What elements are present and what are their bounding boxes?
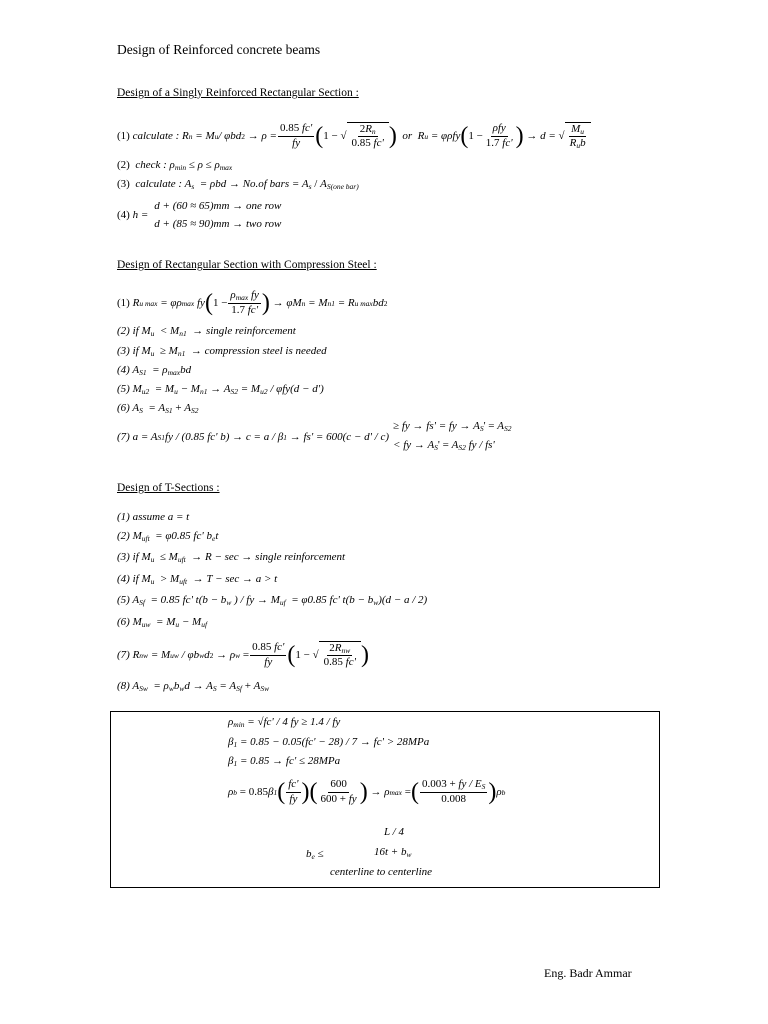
eq-text: (5) M <box>117 383 142 395</box>
author-footer: Eng. Badr Ammar <box>544 966 632 980</box>
eq-text: → single reinforcement <box>192 325 296 337</box>
eq-or: or <box>402 130 413 142</box>
eq-text: < M <box>159 325 180 337</box>
eq-text: check : ρ <box>135 159 175 171</box>
equation-compression-5: (5) $M_{u2} = M_u - M_{n1} \to A_{S2} = M_{u2} / \varphi fy(d - d')$ <box>117 383 324 396</box>
eq-text: (3) if M <box>117 345 151 357</box>
section-heading-singly: Design of a Singly Reinforced Rectangular Section : <box>117 87 359 99</box>
eq-text: bd <box>180 364 192 376</box>
eq-text: ) / fy → M <box>234 594 280 606</box>
box-beta1-b: $\beta_1 = 0.85 \to fc' \le 28MPa$ <box>228 755 341 768</box>
box-be-option-1 <box>384 826 404 838</box>
eq-branch: < fy → A <box>393 439 435 451</box>
equation-compression-4: (4) $A_{S1} = \rho_{max}bd$ <box>117 364 192 377</box>
eq-text: = ρ <box>152 364 168 376</box>
equation-tsection-8: (8) $A_{Sw} = \rho_wb_wd \to A_S = A_{Sf} + A_{Sw}$ <box>117 680 270 693</box>
eq-text: β <box>228 755 234 767</box>
equation-tsection-3: (3) if $M_u \le M_{uft} \to R - \sec$ → single reinforcement <box>117 551 346 564</box>
eq-text: → T − sec → a > t <box>192 573 278 585</box>
eq-text: ≥ M <box>159 345 178 357</box>
eq-text: h = <box>132 209 149 221</box>
eq-text: (3) if M <box>117 551 151 563</box>
eq-text: = 0.85 → fc' ≤ 28MPa <box>239 755 341 767</box>
page-title: Design of Reinforced concrete beams <box>117 42 321 57</box>
eq-text: b <box>306 848 312 860</box>
eq-text: = M <box>195 130 215 142</box>
equation-singly-3: (3) calculate : $A_s = \rho bd \to No.of$ bars = $A_s / A_{S(one bar)}$ <box>117 178 359 191</box>
eq-text: β <box>228 736 234 748</box>
eq-text: centerline to centerline <box>330 866 433 878</box>
eq-text: calculate : A <box>135 178 192 190</box>
eq-text: L / 4 <box>384 826 404 838</box>
box-beta1-a: $\beta_1 = 0.85 - 0.05(fc' - 28) / 7 \to fc' > 28MPa$ <box>228 736 430 749</box>
eq-text: ρ <box>228 786 234 798</box>
eq-text: → compression steel is needed <box>190 345 327 357</box>
eq-label: (1) <box>117 130 130 142</box>
eq-option: d + (85 ≈ 90)mm → two row <box>154 218 282 230</box>
equation-tsection-4: (4) if $M_u > M_{uft} \to T - \sec \to a > t$ <box>117 573 278 586</box>
eq-text: = ρbd → No.of bars = A <box>199 178 309 190</box>
eq-label: (1) <box>117 297 130 309</box>
eq-text: ≤ M <box>159 551 178 563</box>
eq-text: (6) M <box>117 616 142 628</box>
equation-compression-7: (7) a = A S1 fy / (0.85 fc' b) → c = a / β 1 → fs' = 600(c − d' / c) ≥ fy → fs' = fy → $A_S' = A_{S2}$ < fy → $A_S' = A_{S2}$ fy / fs' <box>117 420 512 452</box>
equation-tsection-5: (5) $A_{Sf} = 0.85$ fc' $t(b - b_w$ ) / fy → $M_{uf} = \varphi 0.85$ fc' $t(b - b_w)(d - a / 2)$ <box>117 594 428 607</box>
eq-branch: ≥ fy → fs' = fy → A <box>393 420 480 432</box>
eq-text: (7) a = A <box>117 431 158 443</box>
eq-text: > M <box>159 573 180 585</box>
box-be-label: $b_e$ ≤ <box>306 848 324 861</box>
equation-tsection-6: (6) $M_{uw} = M_u - M_{uf}$ <box>117 616 208 629</box>
equation-tsection-7: (7) R nw = M uw / φb w d 2 → ρ w = $\frac{0.85 fc'}{fy}$ ( 1 − √ $\frac{2R_{nw}}{0.85 fc'}$ ) <box>117 641 369 668</box>
eq-text: = 0.85 fc' t(b − b <box>150 594 227 606</box>
equation-tsection-2: (2) $M_{uft} = \varphi 0.85$ fc' $b_et$ <box>117 530 219 543</box>
eq-text: (1) assume a = t <box>117 511 190 523</box>
eq-text: = M <box>154 383 175 395</box>
eq-text: = φ0.85 fc' b <box>155 530 212 542</box>
eq-text: (4) if M <box>117 573 151 585</box>
equation-compression-3: (3) if $M_u \ge M_{n1}$ → compression steel is needed <box>117 345 327 358</box>
eq-option: d + (60 ≈ 65)mm → one row <box>154 200 282 212</box>
eq-text: = ρ <box>153 680 169 692</box>
eq-text: = M <box>156 616 176 628</box>
box-rho-b: ρ b = 0.85 β 1 ( $\frac{fc'}{fy}$ ) ( $\frac{600}{600 + fy}$ ) → ρ max = ( $\frac{0.003 + fy / E_S}{0.008}$ ) ρ b <box>228 778 506 805</box>
eq-text: = M <box>150 649 171 661</box>
eq-text: ρ <box>228 716 234 728</box>
equation-compression-2: (2) if $M_u < M_{n1}$ → single reinforcement <box>117 325 296 338</box>
eq-text: = 0.85 − 0.05(fc' − 28) / 7 → fc' > 28MPa <box>239 736 430 748</box>
eq-text: calculate : R <box>132 130 189 142</box>
eq-label: (2) <box>117 159 130 171</box>
eq-text: = φ0.85 fc' t(b − b <box>291 594 374 606</box>
eq-text: (8) A <box>117 680 140 692</box>
eq-text: (2) if M <box>117 325 151 337</box>
eq-text: (4) A <box>117 364 140 376</box>
box-rho-min: $\rho_{min} = √fc' / 4$ fy ≥ 1.4 / fy <box>228 716 341 729</box>
equation-singly-2: (2) check : $\rho_{min} \le \rho \le \rho_{max}$ <box>117 159 233 172</box>
equation-tsection-1 <box>117 511 189 523</box>
equation-singly-1: (1) calculate : R n = M u / φbd 2 → ρ = $\frac{0.85 fc'}{fy}$ ( 1 − √ $\frac{2R_n}{0.85 fc'}$ ) or R u = φρfy ( 1 − $\frac{\text{ρfy}}{1.7 fc'}$ ) → d = √ $\frac{M_u}{R_ub}$ <box>117 118 591 154</box>
eq-text: (5) A <box>117 594 140 606</box>
eq-label: (4) <box>117 209 130 221</box>
eq-text: = √fc' / 4 fy ≥ 1.4 / fy <box>247 716 341 728</box>
box-be-option-3 <box>330 866 432 878</box>
eq-text: (2) M <box>117 530 142 542</box>
eq-label: (3) <box>117 178 130 190</box>
eq-text: 16t + b <box>374 846 407 858</box>
eq-text: → R − sec → single reinforcement <box>191 551 346 563</box>
eq-subscript: (one bar) <box>330 182 359 191</box>
box-be-option-2: $16t + b_w$ <box>374 846 412 859</box>
eq-text: (7) R <box>117 649 140 661</box>
section-heading-compression: Design of Rectangular Section with Compression Steel : <box>117 259 377 271</box>
equation-singly-4 <box>117 200 281 230</box>
eq-text: = A <box>148 402 166 414</box>
equation-compression-1: (1) R u max = φρ max fy ( 1 − $\frac{\rho_{max} fy}{1.7 fc'}$ ) → φM n = M n1 = R u max bd 2 <box>117 289 388 316</box>
section-heading-tsection: Design of T-Sections : <box>117 482 220 494</box>
equation-compression-6: (6) $A_S = A_{S1} + A_{S2}$ <box>117 402 199 415</box>
eq-text: (6) A <box>117 402 140 414</box>
